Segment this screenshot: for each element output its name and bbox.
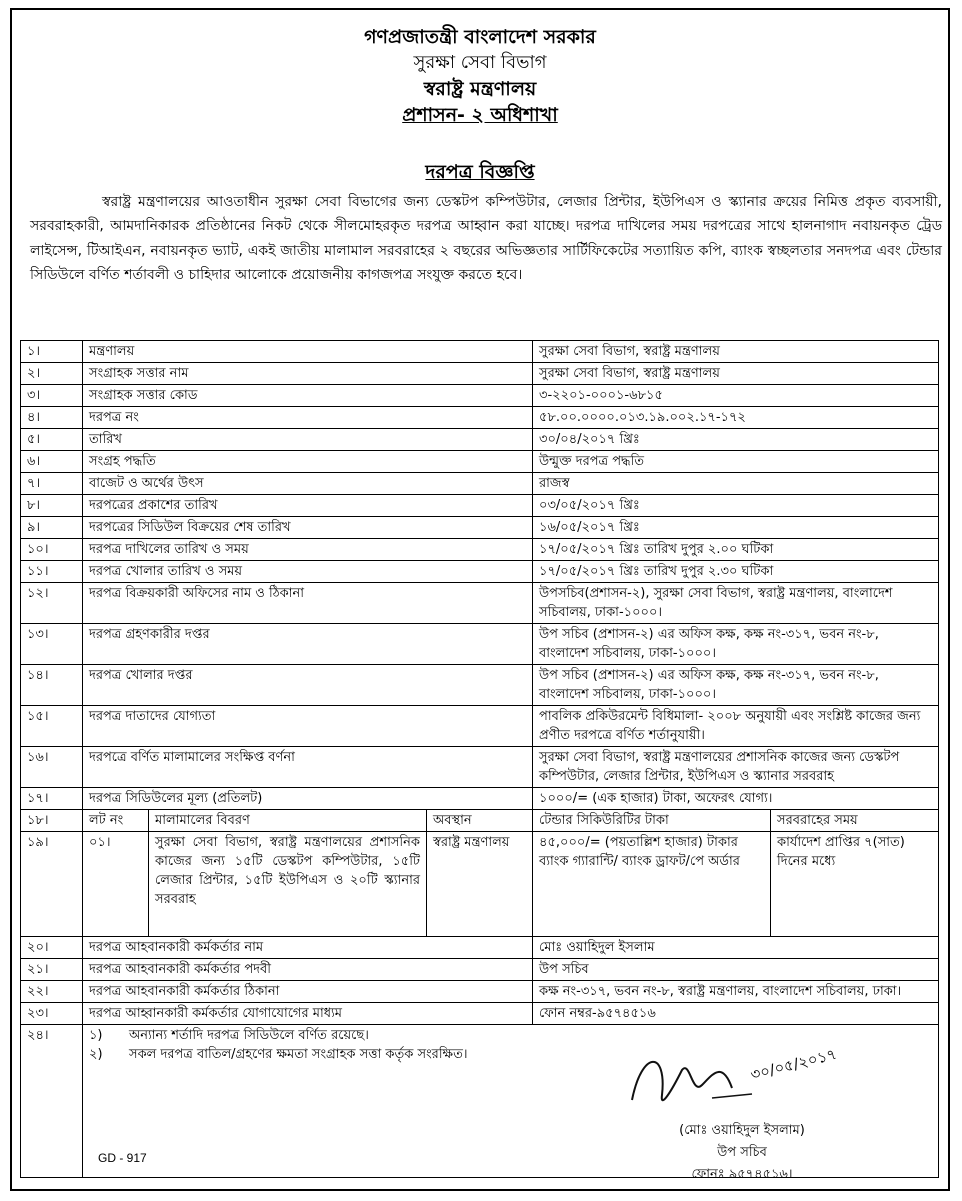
row-number: ৯। [21, 517, 83, 539]
row-value: ফোন নম্বর-৯৫৭৪৫১৬ [533, 1003, 939, 1025]
intro-paragraph: স্বরাষ্ট্র মন্ত্রণালয়ের আওতাধীন সুরক্ষা সেবা বিভাগের জন্য ডেস্কটপ কম্পিউটার, লেজার প্রিন্টার, ইউপিএস ও স্ক্যানার ক্রয়ের নিমিত্ত প্রকৃত ব্যবসায়ী, সরবরাহকারী, আমদানিকারক প্রতিষ্ঠানের নিকট থেকে সীলমোহরকৃত দরপত্র আহ্বান করা যাচ্ছে। দরপত্র দাখিলের সময় দরপত্রের সাথে হালনাগাদ নবায়নকৃত ট্রেড লাইসেন্স, টিআইএন, নবায়নকৃত ভ্যাট, একই জাতীয় মালামাল সরবরাহের ২ বছরের অভিজ্ঞতার সার্টিফিকেটের সত্যায়িত কপি, ব্যাংক স্বচ্ছলতার সনদপত্র এবং টেন্ডার সিডিউলে বর্ণিত শর্তাবলী ও চাহিদার আলোকে প্রয়োজনীয় কাগজপত্র সংযুক্ত করতে হবে। [30, 194, 942, 284]
row-value: উপ সচিব (প্রশাসন-২) এর অফিস কক্ষ, কক্ষ নং-৩১৭, ভবন নং-৮, বাংলাদেশ সচিবালয়, ঢাকা-১০০০। [533, 624, 939, 665]
row-number: ১৭। [21, 788, 83, 810]
row-value: ১০০০/= (এক হাজার) টাকা, অফেরৎ যোগ্য। [533, 788, 939, 810]
row-label: দরপত্র দাখিলের তারিখ ও সময় [83, 539, 533, 561]
condition-text: সকল দরপত্র বাতিল/গ্রহণের ক্ষমতা সংগ্রাহক সত্তা কর্তৃক সংরক্ষিত। [129, 1047, 468, 1062]
row-number: ২০। [21, 937, 83, 959]
section-title: প্রশাসন- ২ অধিশাখা [402, 104, 558, 126]
signature-scribble [572, 1040, 912, 1120]
time-header-cell: সরবরাহের সময় [771, 810, 939, 832]
lot-header-row [21, 810, 939, 832]
signatory [572, 1120, 912, 1186]
row-value: ১৭/০৫/২০১৭ খ্রিঃ তারিখ দুপুর ২.৩০ ঘটিকা [533, 561, 939, 583]
table-row [21, 495, 939, 517]
lot-row [21, 832, 939, 937]
table-row [21, 341, 939, 363]
row-number: ২৪। [21, 1025, 83, 1178]
lot-security: ৪৫,০০০/= (পয়তাল্লিশ হাজার) টাকার ব্যাংক গ্যারান্টি/ ব্যাংক ড্রাফট/পে অর্ডার [533, 832, 771, 937]
header [12, 24, 948, 128]
row-value: মোঃ ওয়াহিদুল ইসলাম [533, 937, 939, 959]
row-label: বাজেট ও অর্থের উৎস [83, 473, 533, 495]
row-label: দরপত্র নং [83, 407, 533, 429]
row-value: উন্মুক্ত দরপত্র পদ্ধতি [533, 451, 939, 473]
row-value: সুরক্ষা সেবা বিভাগ, স্বরাষ্ট্র মন্ত্রণালয় [533, 341, 939, 363]
row-label: তারিখ [83, 429, 533, 451]
lot-number: ০১। [83, 832, 149, 937]
signature-block [572, 1040, 912, 1182]
row-label: দরপত্র আহবানকারী কর্মকর্তার পদবী [83, 959, 533, 981]
table-row [21, 1003, 939, 1025]
row-label: দরপত্র আহবানকারী কর্মকর্তার ঠিকানা [83, 981, 533, 1003]
signature-date: ৩০/০৫/২০১৭ [748, 1045, 839, 1084]
row-number: ১১। [21, 561, 83, 583]
row-number: ৪। [21, 407, 83, 429]
row-value: উপ সচিব (প্রশাসন-২) এর অফিস কক্ষ, কক্ষ নং-৩১৭, ভবন নং-৮, বাংলাদেশ সচিবালয়, ঢাকা-১০০০। [533, 665, 939, 706]
condition-text: অন্যান্য শর্তাদি দরপত্র সিডিউলে বর্ণিত রয়েছে। [129, 1028, 369, 1043]
table-row [21, 959, 939, 981]
row-number: ১৯। [21, 832, 83, 937]
description-header-cell: মালামালের বিবরণ [149, 810, 427, 832]
table-row [21, 937, 939, 959]
table-row [21, 561, 939, 583]
security-header-cell: টেন্ডার সিকিউরিটির টাকা [533, 810, 771, 832]
row-label: মন্ত্রণালয় [83, 341, 533, 363]
row-value: উপ সচিব [533, 959, 939, 981]
row-label: দরপত্র খোলার তারিখ ও সময় [83, 561, 533, 583]
row-number: ১৫। [21, 706, 83, 747]
row-number: ২২। [21, 981, 83, 1003]
table-row [21, 624, 939, 665]
row-value: সুরক্ষা সেবা বিভাগ, স্বরাষ্ট্র মন্ত্রণালয়ের প্রশাসনিক কাজের জন্য ডেস্কটপ কম্পিউটার, লেজার প্রিন্টার, ইউপিএস ও স্ক্যানার সরবরাহ [533, 747, 939, 788]
document-frame [10, 8, 950, 1191]
row-label: দরপত্রে বর্ণিত মালামালের সংক্ষিপ্ত বর্ণনা [83, 747, 533, 788]
row-value: ৩-২২০১-০০০১-৬৮১৫ [533, 385, 939, 407]
signatory-phone: ফোনঃ ৯৫৭৪৫১৬। [691, 1167, 793, 1182]
table-row [21, 385, 939, 407]
row-label: দরপত্র আহবানকারী কর্মকর্তার নাম [83, 937, 533, 959]
row-label: দরপত্র আহ্বানকারী কর্মকর্তার যোগাযোগের মাধ্যম [83, 1003, 533, 1025]
row-value: রাজস্ব [533, 473, 939, 495]
location-header-cell: অবস্থান [427, 810, 533, 832]
row-value: সুরক্ষা সেবা বিভাগ, স্বরাষ্ট্র মন্ত্রণালয় [533, 363, 939, 385]
ministry-title: স্বরাষ্ট্র মন্ত্রণালয় [423, 78, 537, 100]
row-value: ৩০/০৪/২০১৭ খ্রিঃ [533, 429, 939, 451]
row-label: দরপত্রের প্রকাশের তারিখ [83, 495, 533, 517]
row-number: ১৮। [21, 810, 83, 832]
row-label: সংগ্রাহক সত্তার নাম [83, 363, 533, 385]
signatory-name: (মোঃ ওয়াহিদুল ইসলাম) [679, 1123, 805, 1138]
table-row [21, 451, 939, 473]
row-label: দরপত্র দাতাদের যোগ্যতা [83, 706, 533, 747]
row-number: ৫। [21, 429, 83, 451]
row-label: দরপত্র খোলার দপ্তর [83, 665, 533, 706]
row-value: কক্ষ নং-৩১৭, ভবন নং-৮, স্বরাষ্ট্র মন্ত্রণালয়, বাংলাদেশ সচিবালয়, ঢাকা। [533, 981, 939, 1003]
table-row [21, 407, 939, 429]
table-row [21, 788, 939, 810]
footer-code: GD - 917 [98, 1151, 147, 1165]
row-label: সংগ্রাহক সত্তার কোড [83, 385, 533, 407]
row-label: দরপত্রের সিডিউল বিক্রয়ের শেষ তারিখ [83, 517, 533, 539]
row-value: পাবলিক প্রকিউরমেন্ট বিধিমালা- ২০০৮ অনুযায়ী এবং সংশ্লিষ্ট কাজের জন্য প্রণীত দরপত্রে বর্ণিত শর্তানুযায়ী। [533, 706, 939, 747]
table-row [21, 363, 939, 385]
signatory-designation: উপ সচিব [717, 1145, 767, 1160]
notice-title: দরপত্র বিজ্ঞপ্তি [425, 161, 535, 183]
row-label: দরপত্র বিক্রয়কারী অফিসের নাম ও ঠিকানা [83, 583, 533, 624]
row-number: ১২। [21, 583, 83, 624]
table-row [21, 473, 939, 495]
row-value: ০৩/০৫/২০১৭ খ্রিঃ [533, 495, 939, 517]
lot-header-cell: লট নং [83, 810, 149, 832]
table-row [21, 981, 939, 1003]
table-row [21, 517, 939, 539]
row-number: ১০। [21, 539, 83, 561]
row-value: ৫৮.০০.০০০০.০১৩.১৯.০০২.১৭-১৭২ [533, 407, 939, 429]
row-number: ১৩। [21, 624, 83, 665]
row-number: ১৬। [21, 747, 83, 788]
lot-description: সুরক্ষা সেবা বিভাগ, স্বরাষ্ট্র মন্ত্রণালয়ের প্রশাসনিক কাজের জন্য ১৫টি ডেস্কটপ কম্পিউটার, ১৫টি লেজার প্রিন্টার, ১৫টি ইউপিএস ও ২০টি স্ক্যানার সরবরাহ [149, 832, 427, 937]
table-row [21, 429, 939, 451]
row-number: ৭। [21, 473, 83, 495]
row-number: ২১। [21, 959, 83, 981]
row-number: ২। [21, 363, 83, 385]
division-title: সুরক্ষা সেবা বিভাগ [413, 52, 547, 73]
row-label: দরপত্র সিডিউলের মূল্য (প্রতিলট) [83, 788, 533, 810]
row-number: ৬। [21, 451, 83, 473]
table-row [21, 665, 939, 706]
row-number: ৮। [21, 495, 83, 517]
condition-number: ১) [89, 1028, 103, 1043]
condition-number: ২) [89, 1047, 103, 1062]
row-value: ১৬/০৫/২০১৭ খ্রিঃ [533, 517, 939, 539]
table-row [21, 539, 939, 561]
row-value: ১৭/০৫/২০১৭ খ্রিঃ তারিখ দুপুর ২.০০ ঘটিকা [533, 539, 939, 561]
government-title: গণপ্রজাতন্ত্রী বাংলাদেশ সরকার [364, 26, 596, 48]
table-row [21, 706, 939, 747]
lot-time: কার্যাদেশ প্রাপ্তির ৭(সাত) দিনের মধ্যে [771, 832, 939, 937]
lot-location: স্বরাষ্ট্র মন্ত্রণালয় [427, 832, 533, 937]
row-value: উপসচিব(প্রশাসন-২), সুরক্ষা সেবা বিভাগ, স্বরাষ্ট্র মন্ত্রণালয়, বাংলাদেশ সচিবালয়, ঢাকা-১০০০। [533, 583, 939, 624]
row-label: দরপত্র গ্রহণকারীর দপ্তর [83, 624, 533, 665]
table-row [21, 747, 939, 788]
row-number: ১। [21, 341, 83, 363]
row-number: ১৪। [21, 665, 83, 706]
table-row [21, 583, 939, 624]
row-label: সংগ্রহ পদ্ধতি [83, 451, 533, 473]
row-number: ২৩। [21, 1003, 83, 1025]
row-number: ৩। [21, 385, 83, 407]
